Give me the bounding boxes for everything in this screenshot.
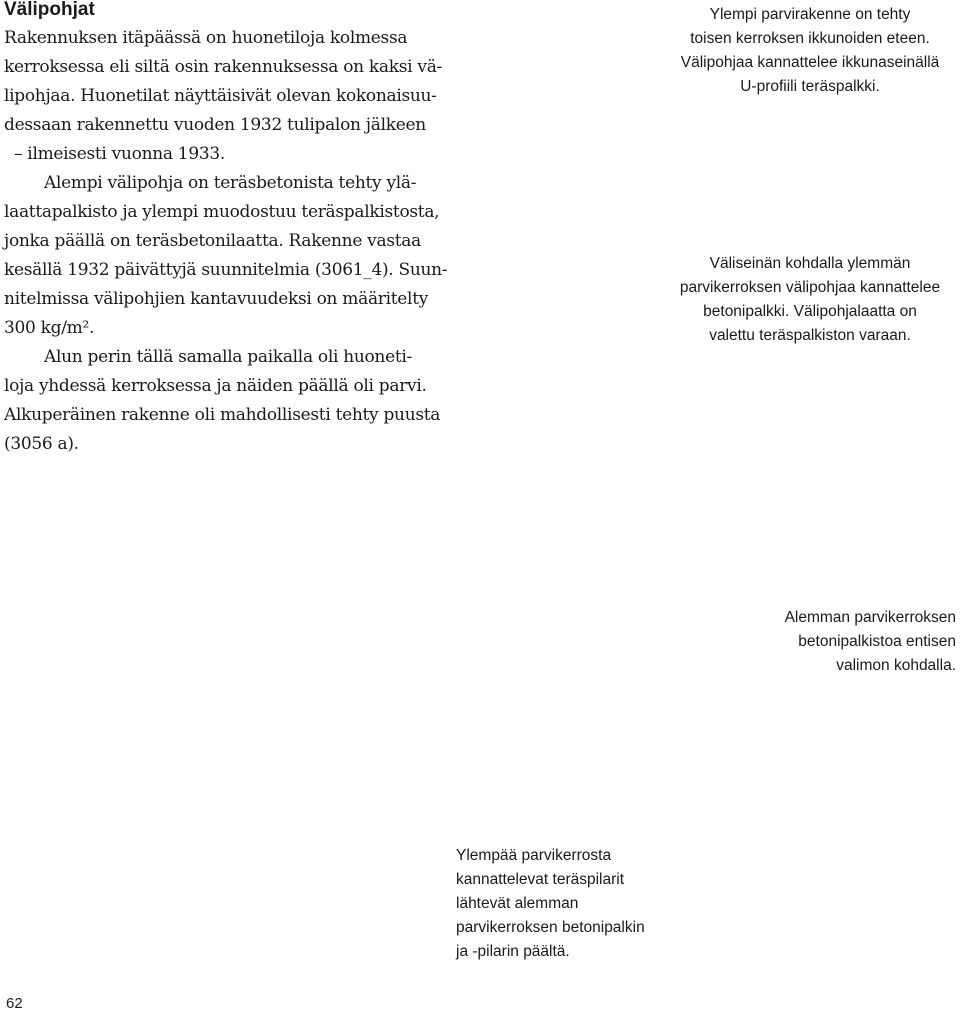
caption-line: valimon kohdalla. (836, 657, 956, 674)
body-line: dessaan rakennettu vuoden 1932 tulipalon jälkeen (4, 115, 426, 135)
section-heading: Välipohjat (4, 0, 95, 20)
caption-line: lähtevät alemman (456, 895, 579, 912)
image-caption-upper-gallery (662, 3, 958, 99)
caption-line: Ylempää parvikerrosta (456, 847, 612, 864)
body-line: Alempi välipohja on teräsbetonista tehty ylä- (44, 173, 417, 193)
caption-line: ja -pilarin päältä. (456, 943, 570, 960)
body-line: 300 kg/m². (4, 318, 95, 338)
image-caption-lower-gallery (700, 606, 956, 678)
image-caption-partition-beam (662, 252, 958, 348)
page-number: 62 (6, 995, 23, 1012)
body-text (4, 24, 484, 459)
body-line: Rakennuksen itäpäässä on huonetiloja kolmessa (4, 28, 408, 48)
body-line: laattapalkisto ja ylempi muodostuu teräspalkistosta, (4, 202, 440, 222)
body-line: lipohjaa. Huonetilat näyttäisivät olevan kokonaisuu- (4, 86, 437, 106)
caption-line: Ylempi parvirakenne on tehty (709, 6, 911, 23)
caption-line: Välipohjaa kannattelee ikkunaseinällä (680, 54, 940, 71)
caption-line: parvikerroksen välipohjaa kannattelee (679, 279, 941, 296)
caption-line: valettu teräspalkiston varaan. (709, 327, 911, 344)
caption-line: Alemman parvikerroksen (784, 609, 956, 626)
body-line: jonka päällä on teräsbetonilaatta. Rakenne vastaa (4, 231, 421, 251)
body-line: kesällä 1932 päivättyjä suunnitelmia (3061_4). Suun- (4, 260, 448, 280)
body-line: – ilmeisesti vuonna 1933. (14, 144, 225, 164)
caption-line: kannattelevat teräspilarit (456, 871, 625, 888)
caption-line: betonipalkistoa entisen (798, 633, 956, 650)
body-line: nitelmissa välipohjien kantavuudeksi on määritelty (4, 289, 429, 309)
caption-line: Väliseinän kohdalla ylemmän (709, 255, 911, 272)
body-line: loja yhdessä kerroksessa ja näiden päällä oli parvi. (4, 376, 427, 396)
caption-line: betonipalkki. Välipohjalaatta on (703, 303, 917, 320)
body-line: Alun perin tällä samalla paikalla oli huoneti- (44, 347, 412, 367)
caption-line: U-profiili teräspalkki. (740, 78, 880, 95)
image-caption-steel-columns (456, 844, 716, 964)
caption-line: toisen kerroksen ikkunoiden eteen. (690, 30, 930, 47)
body-line: kerroksessa eli siltä osin rakennuksessa on kaksi vä- (4, 57, 442, 77)
caption-line: parvikerroksen betonipalkin (456, 919, 645, 936)
body-line: (3056 a). (4, 434, 79, 454)
body-line: Alkuperäinen rakenne oli mahdollisesti tehty puusta (4, 405, 441, 425)
